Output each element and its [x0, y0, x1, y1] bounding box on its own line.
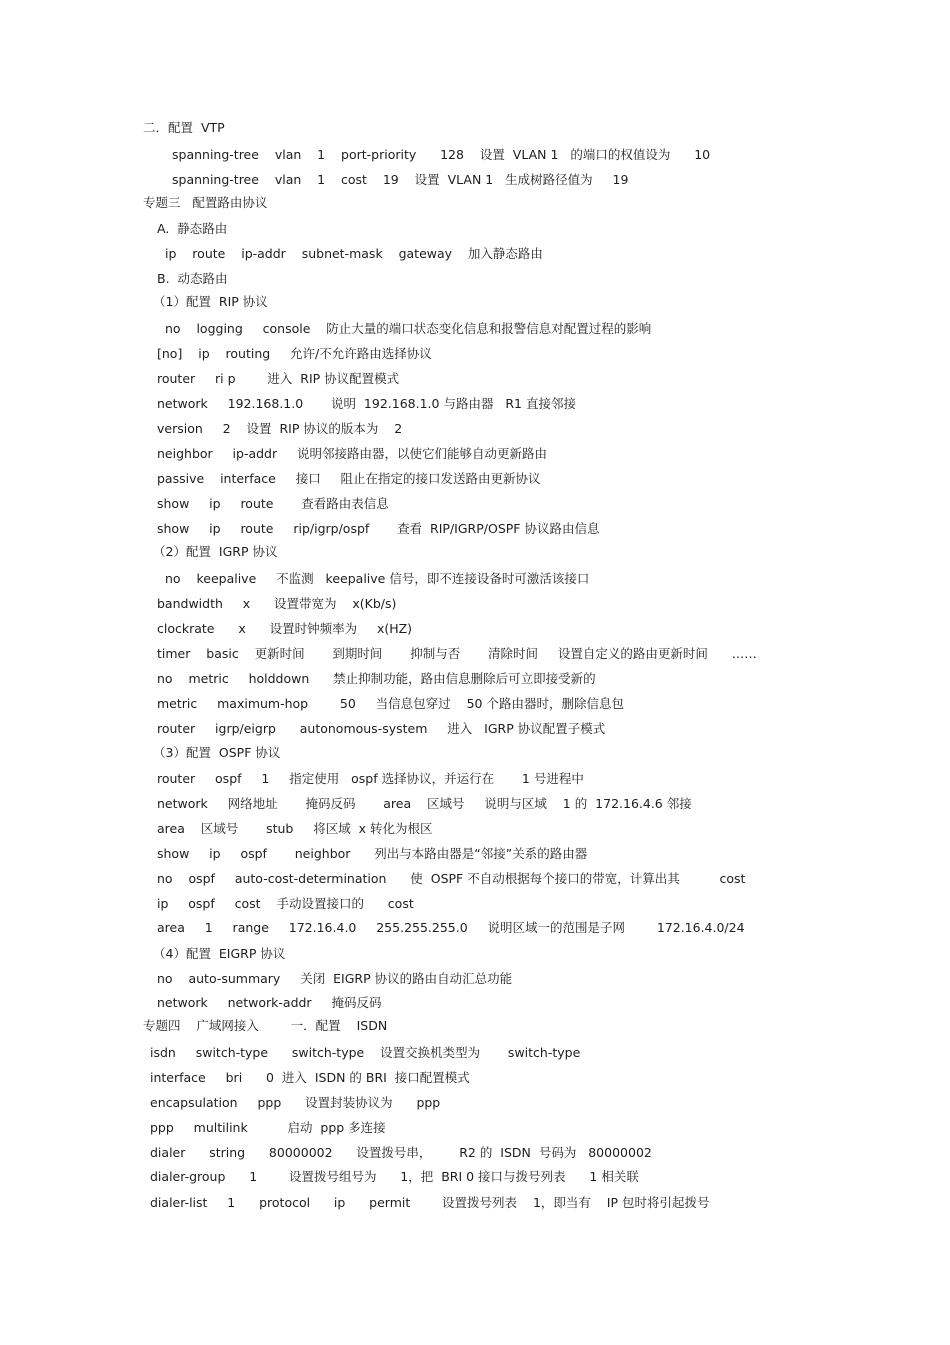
section-heading-vtp: 二．配置 VTP: [143, 120, 225, 135]
command-line: show ip route 查看路由表信息: [157, 496, 389, 511]
command-line: no ospf auto-cost-determination 使 OSPF 不自动根据每个接口的带宽，计算出其 cost: [157, 871, 746, 886]
command-line: no keepalive 不监测 keepalive 信号，即不连接设备时可激活该接口: [165, 571, 590, 586]
command-line: version 2 设置 RIP 协议的版本为 2: [157, 421, 403, 436]
command-line: router ospf 1 指定使用 ospf 选择协议，并运行在 1 号进程中: [157, 771, 584, 786]
command-line: router ri p 进入 RIP 协议配置模式: [157, 371, 400, 386]
command-line: encapsulation ppp 设置封装协议为 ppp: [150, 1095, 441, 1110]
command-line: network network-addr 掩码反码: [157, 995, 382, 1010]
command-line: network 网络地址 掩码反码 area 区域号 说明与区域 1 的 172.16.4.6 邻接: [157, 796, 692, 811]
command-line: dialer string 80000002 设置拨号串， R2 的 ISDN 号码为 80000002: [150, 1145, 652, 1160]
command-line: bandwidth x 设置带宽为 x(Kb/s): [157, 596, 397, 611]
command-line: clockrate x 设置时钟频率为 x(HZ): [157, 621, 413, 636]
subsection-heading-dynamic: B. 动态路由: [157, 271, 228, 286]
command-line: no metric holddown 禁止抑制功能，路由信息删除后可立即接受新的: [157, 671, 596, 686]
command-line: dialer-list 1 protocol ip permit 设置拨号列表 1，即当有 IP 包时将引起拨号: [150, 1195, 710, 1210]
command-line: metric maximum-hop 50 当信息包穿过 50 个路由器时，删除信息包: [157, 696, 624, 711]
command-line: neighbor ip-addr 说明邻接路由器，以使它们能够自动更新路由: [157, 446, 547, 461]
command-line: timer basic 更新时间 到期时间 抑制与否 清除时间 设置自定义的路由更新时间 ……: [157, 646, 757, 661]
command-line: spanning-tree vlan 1 cost 19 设置 VLAN 1 生成树路径值为 19: [172, 172, 629, 187]
command-line: show ip route rip/igrp/ospf 查看 RIP/IGRP/OSPF 协议路由信息: [157, 521, 600, 536]
subsection-heading-rip: （1）配置 RIP 协议: [153, 294, 268, 309]
subsection-heading-ospf: （3）配置 OSPF 协议: [153, 745, 281, 760]
command-line: ppp multilink 启动 ppp 多连接: [150, 1120, 386, 1135]
command-line: [no] ip routing 允许/不允许路由选择协议: [157, 346, 432, 361]
topic-heading-wan: 专题四 广域网接入 一．配置 ISDN: [143, 1018, 388, 1033]
subsection-heading-eigrp: （4）配置 EIGRP 协议: [153, 946, 286, 961]
command-line: router igrp/eigrp autonomous-system 进入 IGRP 协议配置子模式: [157, 721, 606, 736]
command-line: area 区域号 stub 将区域 x 转化为根区: [157, 821, 433, 836]
command-line: ip route ip-addr subnet-mask gateway 加入静态路由: [165, 246, 543, 261]
subsection-heading-static: A. 静态路由: [157, 221, 228, 236]
command-line: passive interface 接口 阻止在指定的接口发送路由更新协议: [157, 471, 541, 486]
command-line: interface bri 0 进入 ISDN 的 BRI 接口配置模式: [150, 1070, 470, 1085]
command-line: ip ospf cost 手动设置接口的 cost: [157, 896, 414, 911]
command-line: dialer-group 1 设置拨号组号为 1，把 BRI 0 接口与拨号列表 1 相关联: [150, 1169, 639, 1184]
command-line: spanning-tree vlan 1 port-priority 128 设置 VLAN 1 的端口的权值设为 10: [172, 147, 711, 162]
command-line: no logging console 防止大量的端口状态变化信息和报警信息对配置过程的影响: [165, 321, 652, 336]
command-line: isdn switch-type switch-type 设置交换机类型为 switch-type: [150, 1045, 581, 1060]
command-line: show ip ospf neighbor 列出与本路由器是“邻接”关系的路由器: [157, 846, 588, 861]
subsection-heading-igrp: （2）配置 IGRP 协议: [153, 544, 278, 559]
command-line: no auto-summary 关闭 EIGRP 协议的路由自动汇总功能: [157, 971, 513, 986]
topic-heading-routing: 专题三 配置路由协议: [143, 195, 268, 210]
command-line: network 192.168.1.0 说明 192.168.1.0 与路由器 R1 直接邻接: [157, 396, 576, 411]
command-line: area 1 range 172.16.4.0 255.255.255.0 说明区域一的范围是子网 172.16.4.0/24: [157, 920, 745, 935]
